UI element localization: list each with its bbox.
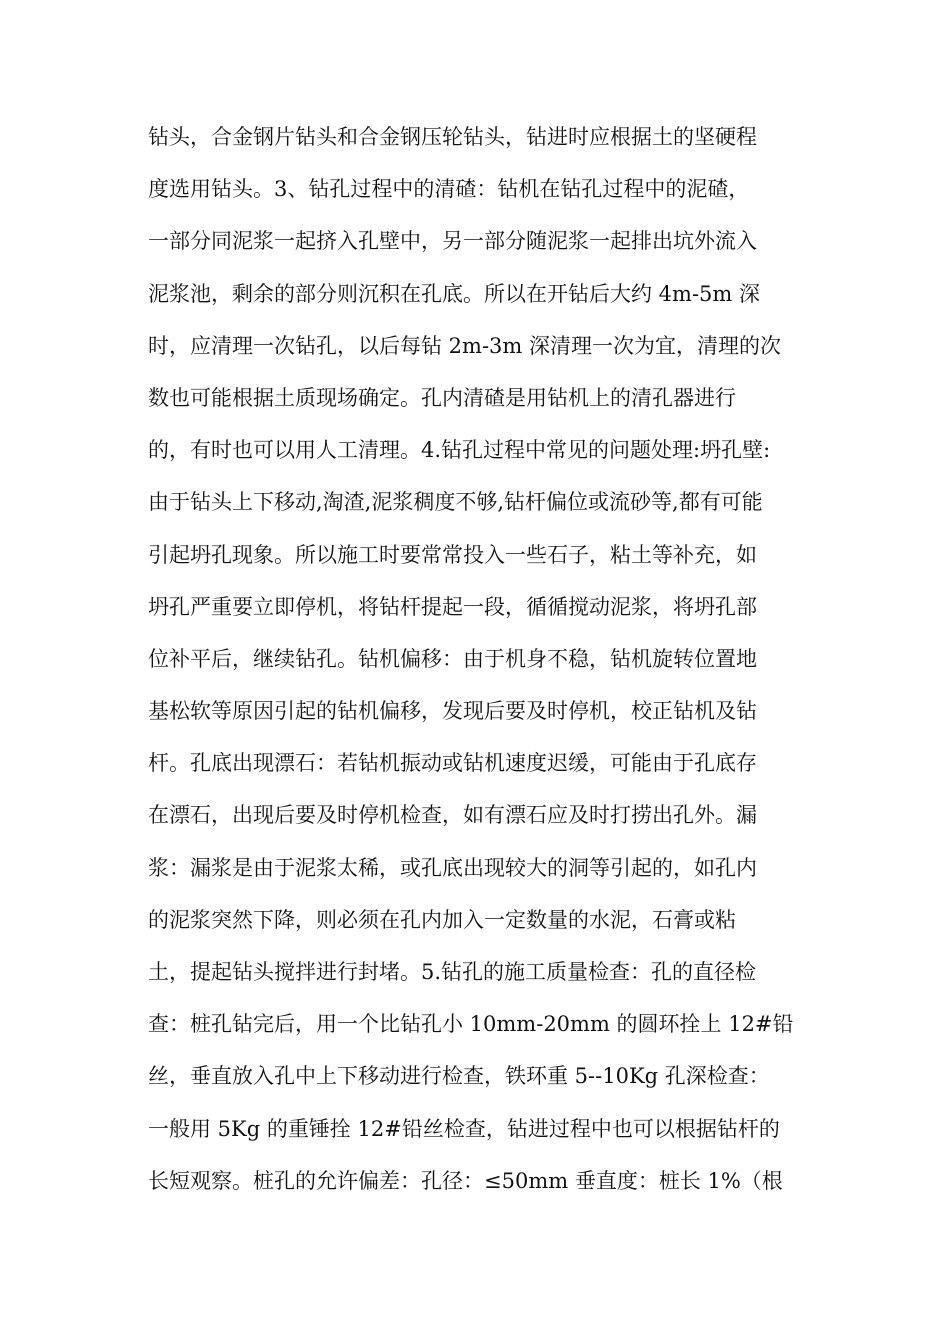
text-line: 引起坍孔现象。所以施工时要常常投入一些石子，粘土等补充，如 [148, 542, 757, 567]
text-line: 查：桩孔钻完后，用一个比钻孔小 10mm-20mm 的圆环拴上 12#铅 [148, 1012, 794, 1037]
text-line: 位补平后，继续钻孔。钻机偏移：由于机身不稳，钻机旋转位置地 [148, 646, 757, 671]
text-line: 基松软等原因引起的钻机偏移，发现后要及时停机，校正钻机及钻 [148, 699, 757, 724]
text-line: 的泥浆突然下降，则必须在孔内加入一定数量的水泥，石膏或粘 [148, 907, 736, 932]
text-line: 泥浆池，剩余的部分则沉积在孔底。所以在开钻后大约 4m-5m 深 [148, 281, 760, 306]
text-line: 杆。孔底出现漂石：若钻机振动或钻机速度迟缓，可能由于孔底存 [148, 751, 757, 776]
text-line: 一部分同泥浆一起挤入孔壁中，另一部分随泥浆一起排出坑外流入 [148, 229, 757, 254]
text-line: 土，提起钻头搅拌进行封堵。5.钻孔的施工质量检查：孔的直径检 [148, 960, 757, 984]
text-line: 的，有时也可以用人工清理。4.钻孔过程中常见的问题处理:坍孔壁: [148, 438, 771, 463]
text-line: 浆：漏浆是由于泥浆太稀，或孔底出现较大的洞等引起的，如孔内 [148, 855, 757, 880]
text-line: 长短观察。桩孔的允许偏差：孔径：≤50mm 垂直度：桩长 1%（根 [148, 1168, 783, 1193]
text-line: 度选用钻头。3、钻孔过程中的清碴：钻机在钻孔过程中的泥碴， [148, 177, 750, 202]
text-line: 钻头，合金钢片钻头和合金钢压轮钻头，钻进时应根据土的坚硬程 [148, 125, 757, 149]
text-line: 一般用 5Kg 的重锤拴 12#铅丝检查，钻进过程中也可以根据钻杆的 [148, 1116, 780, 1141]
body-text [148, 118, 808, 1214]
text-line: 坍孔严重要立即停机，将钻杆提起一段，循循搅动泥浆，将坍孔部 [148, 594, 757, 619]
text-line: 时，应清理一次钻孔，以后每钻 2m-3m 深清理一次为宜，清理的次 [148, 333, 781, 358]
text-line: 丝，垂直放入孔中上下移动进行检查，铁环重 5--10Kg 孔深检查： [148, 1064, 770, 1089]
text-line: 数也可能根据土质现场确定。孔内清碴是用钻机上的清孔器进行 [148, 385, 736, 410]
text-line: 由于钻头上下移动,淘渣,泥浆稠度不够,钻杆偏位或流砂等,都有可能 [148, 490, 763, 515]
text-line: 在漂石，出现后要及时停机检查，如有漂石应及时打捞出孔外。漏 [148, 803, 757, 828]
